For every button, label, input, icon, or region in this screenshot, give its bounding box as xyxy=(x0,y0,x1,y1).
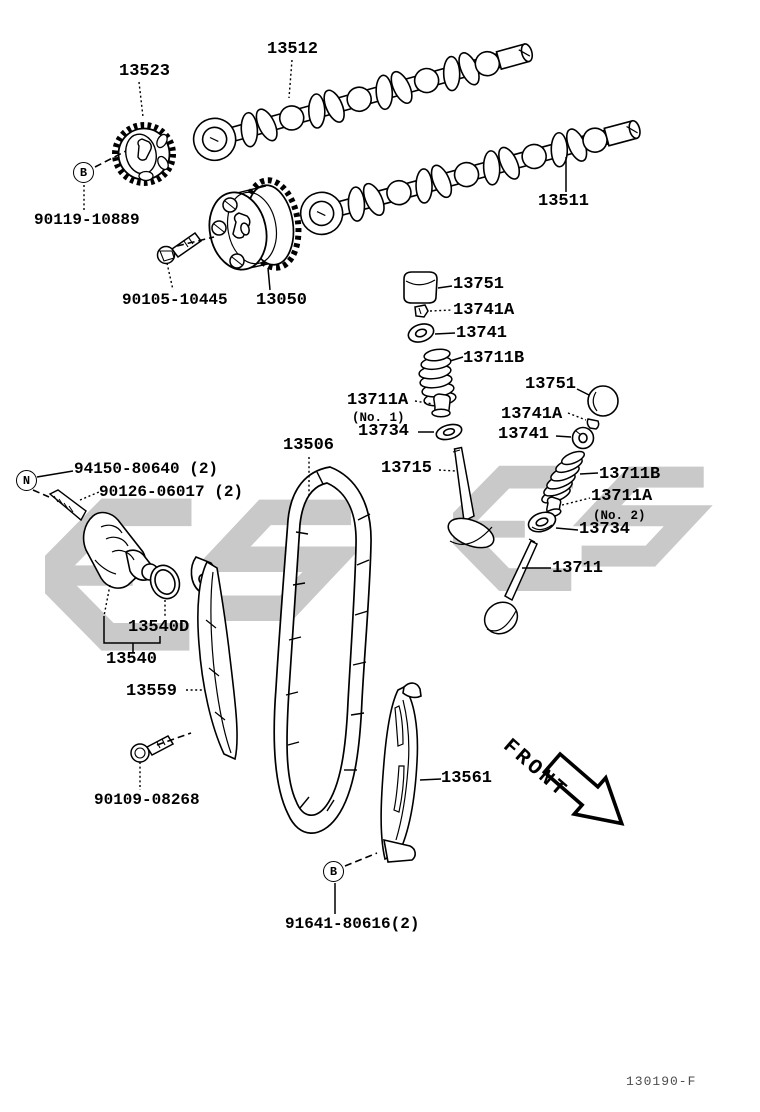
part-label-13741a-l: 13741A xyxy=(453,301,515,320)
part-label-90109-08268: 90109-08268 xyxy=(94,791,200,809)
part-label-13734-r: 13734 xyxy=(579,520,631,539)
part-label-13561: 13561 xyxy=(441,769,493,788)
part-label-13741-l: 13741 xyxy=(456,324,508,343)
part-label-13711a-r: 13711A xyxy=(591,487,653,506)
part-label-13741-r: 13741 xyxy=(498,425,550,444)
part-label-13715: 13715 xyxy=(381,459,433,478)
callout-circle-n-stud: N xyxy=(16,470,37,491)
part-label-13711b-l: 13711B xyxy=(463,349,525,368)
part-label-13741a-r: 13741A xyxy=(501,405,563,424)
callout-circle-b-bottom: B xyxy=(323,861,344,882)
part-label-91641-80616: 91641-80616(2) xyxy=(285,915,420,933)
part-label-13511: 13511 xyxy=(538,192,590,211)
part-label-13540d: 13540D xyxy=(128,618,190,637)
front-direction-label: FRONT xyxy=(497,735,572,804)
part-label-13734-l: 13734 xyxy=(358,422,410,441)
part-label-no2: (No. 2) xyxy=(593,509,646,523)
figure-code: 130190-F xyxy=(626,1074,697,1089)
part-label-90105-10445: 90105-10445 xyxy=(122,291,228,309)
part-label-13751-l: 13751 xyxy=(453,275,505,294)
part-label-13711: 13711 xyxy=(552,559,604,578)
part-label-94150-80640: 94150-80640 (2) xyxy=(74,460,219,478)
part-label-13540: 13540 xyxy=(106,650,158,669)
part-label-no1: (No. 1) xyxy=(352,411,405,425)
part-label-13711a-l: 13711A xyxy=(347,391,409,410)
part-label-13050: 13050 xyxy=(256,291,308,310)
part-label-13523: 13523 xyxy=(119,62,171,81)
part-label-90119-10889: 90119-10889 xyxy=(34,211,140,229)
part-label-13751-r: 13751 xyxy=(525,375,577,394)
part-label-13559: 13559 xyxy=(126,682,178,701)
part-label-13506: 13506 xyxy=(283,436,335,455)
part-label-90126-06017: 90126-06017 (2) xyxy=(99,483,244,501)
part-label-13711b-r: 13711B xyxy=(599,465,661,484)
part-label-13512: 13512 xyxy=(267,40,319,59)
callout-circle-b-top: B xyxy=(73,162,94,183)
